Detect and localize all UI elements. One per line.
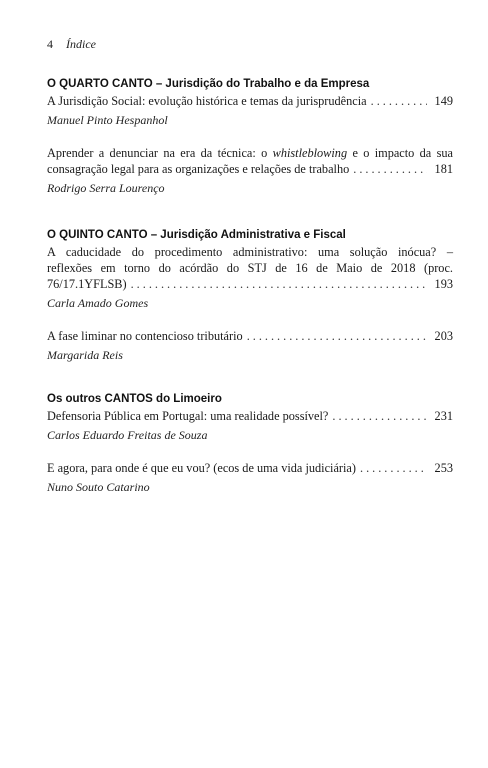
section-heading: Os outros CANTOS do Limoeiro (47, 393, 222, 405)
section-heading: O QUINTO CANTO – Jurisdição Administrativa e Fiscal (47, 229, 346, 241)
toc-entry-page: 181 (434, 162, 453, 176)
toc-entry (47, 244, 453, 311)
toc-entry-title-emphasis: whistleblowing (272, 146, 348, 160)
section-heading: O QUARTO CANTO – Jurisdição do Trabalho e da Empresa (47, 78, 370, 90)
toc-entry (47, 408, 453, 443)
dot-leader (131, 276, 427, 292)
toc-entry-title-line (47, 276, 453, 292)
toc-entry-title-line (47, 161, 453, 177)
toc-entry-title: E agora, para onde é que eu vou? (ecos de uma vida judiciária) (47, 461, 356, 475)
toc-entry (47, 460, 453, 495)
toc-entry-author: Rodrigo Serra Lourenço (47, 181, 165, 195)
toc-entry-title-line: reflexões em torno do acórdão do STJ de 16 de Maio de 2018 (proc. (47, 261, 453, 275)
toc-entry-title-line (47, 93, 453, 109)
running-head (47, 37, 96, 52)
toc-entry-author: Margarida Reis (47, 348, 123, 362)
toc-entry-author: Nuno Souto Catarino (47, 480, 150, 494)
toc-entry-page: 193 (434, 277, 453, 291)
toc-entry (47, 328, 453, 363)
toc-entry-title: 76/17.1YFLSB) (47, 277, 127, 291)
dot-leader (353, 161, 427, 177)
toc-entry-title: consagração legal para as organizações e relações de trabalho (47, 162, 350, 176)
toc-entry (47, 145, 453, 196)
toc-entry-author: Manuel Pinto Hespanhol (47, 113, 168, 127)
section-quinto-canto (47, 228, 453, 363)
toc-entry-author: Carla Amado Gomes (47, 296, 149, 310)
section-outros-cantos (47, 392, 453, 495)
toc-entry (47, 93, 453, 128)
toc-entry-title-line (47, 328, 453, 344)
section-quarto-canto (47, 77, 453, 196)
toc-entry-title-part: Aprender a denunciar na era da técnica: o (47, 146, 273, 160)
toc-entry-author: Carlos Eduardo Freitas de Souza (47, 428, 208, 442)
toc-entry-title: A Jurisdição Social: evolução histórica e temas da jurisprudência (47, 94, 367, 108)
toc-entry-page: 149 (434, 94, 453, 108)
dot-leader (247, 328, 427, 344)
toc-entry-page: 203 (434, 329, 453, 343)
toc-entry-title-line (47, 460, 453, 476)
page-number: 4 (47, 37, 53, 51)
toc-entry-page: 253 (434, 461, 453, 475)
toc-entry-title: A fase liminar no contencioso tributário (47, 329, 243, 343)
toc-entry-title-line (47, 408, 453, 424)
dot-leader (360, 460, 427, 476)
toc-entry-title-part: e o impacto da sua (347, 146, 453, 160)
toc-entry-page: 231 (434, 409, 453, 423)
toc-entry-title-line (47, 145, 453, 161)
dot-leader (332, 408, 427, 424)
toc-entry-title-line: A caducidade do procedimento administrativo: uma solução inócua? – (47, 245, 453, 259)
running-head-title: Índice (66, 37, 96, 51)
dot-leader (371, 93, 427, 109)
toc-entry-title: Defensoria Pública em Portugal: uma realidade possível? (47, 409, 329, 423)
